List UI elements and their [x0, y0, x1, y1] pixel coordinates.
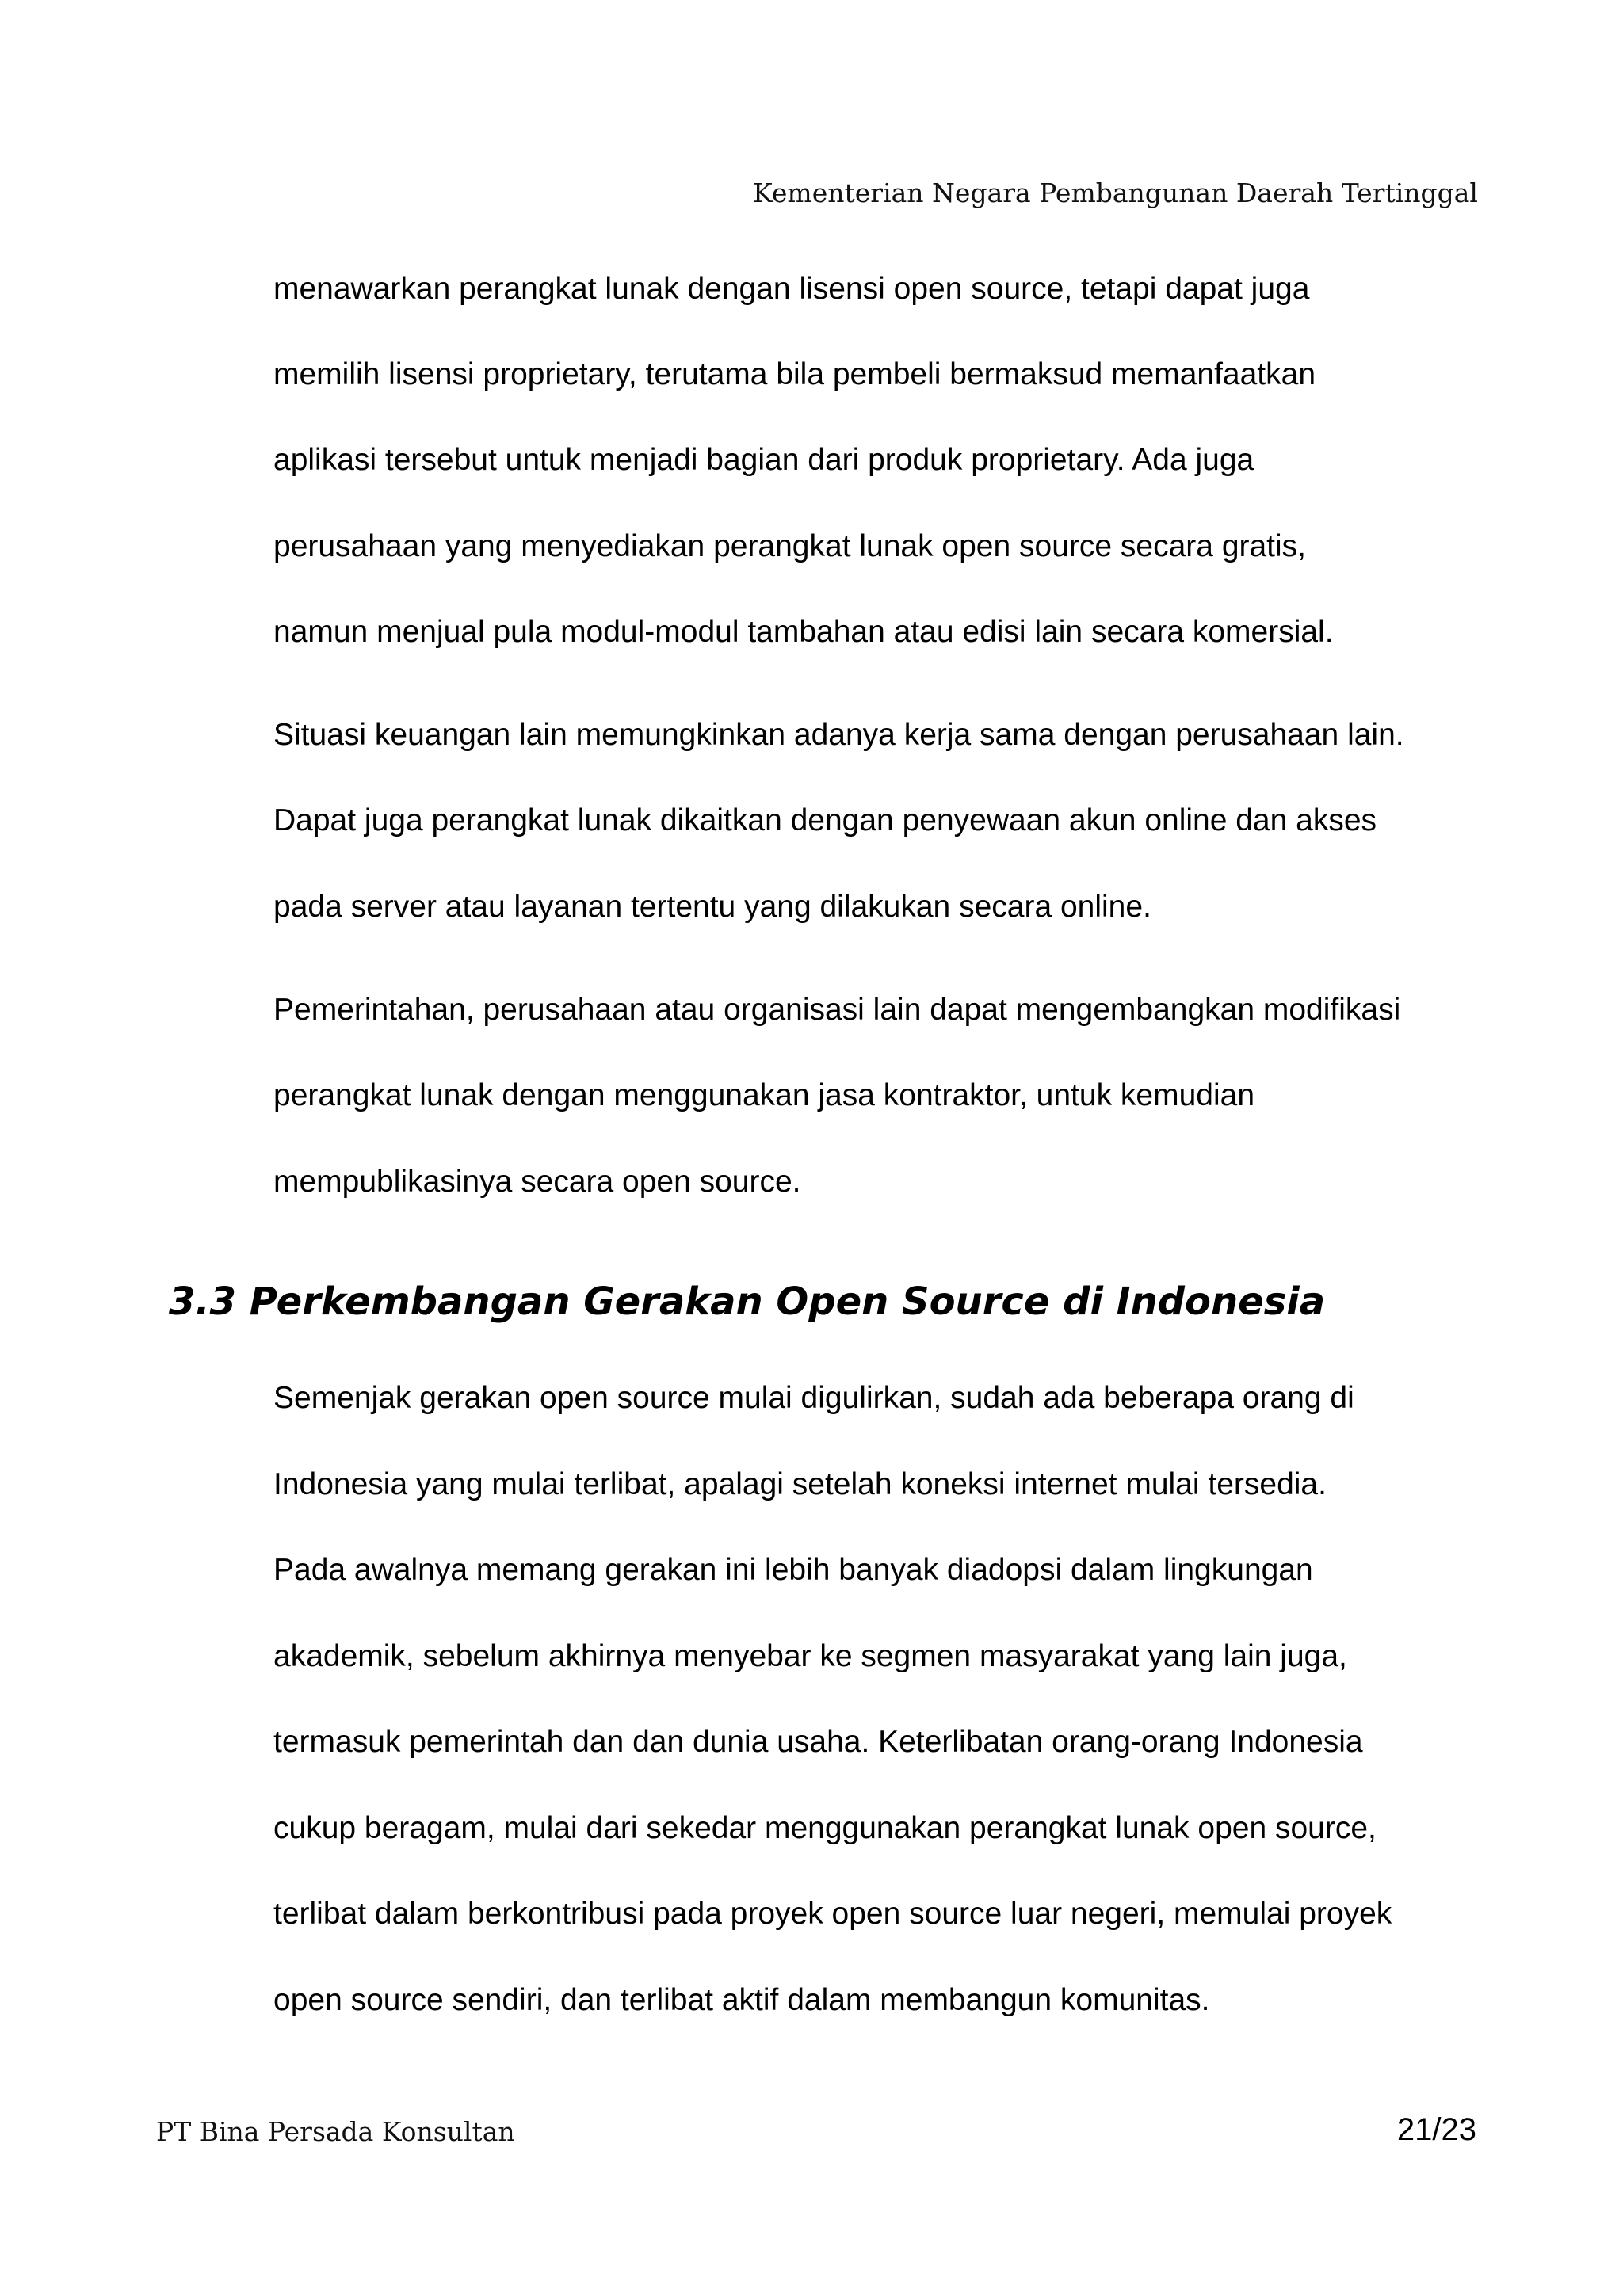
paragraph-2-line: pada server atau layanan tertentu yang dilakukan secara online. — [273, 890, 1151, 924]
section-paragraph-line: Semenjak gerakan open source mulai digulirkan, sudah ada beberapa orang di — [273, 1381, 1354, 1415]
paragraph-3-line: perangkat lunak dengan menggunakan jasa kontraktor, untuk kemudian — [273, 1078, 1255, 1112]
section-paragraph-line: cukup beragam, mulai dari sekedar menggunakan perangkat lunak open source, — [273, 1811, 1377, 1845]
section-paragraph-line: open source sendiri, dan terlibat aktif dalam membangun komunitas. — [273, 1983, 1210, 2017]
paragraph-1-line: menawarkan perangkat lunak dengan lisensi open source, tetapi dapat juga — [273, 272, 1310, 306]
footer-company: PT Bina Persada Konsultan — [156, 2116, 515, 2147]
section-paragraph-line: Indonesia yang mulai terlibat, apalagi setelah koneksi internet mulai tersedia. — [273, 1467, 1327, 1501]
paragraph-1-line: memilih lisensi proprietary, terutama bila pembeli bermaksud memanfaatkan — [273, 357, 1316, 391]
paragraph-1-line: perusahaan yang menyediakan perangkat lunak open source secara gratis, — [273, 529, 1307, 563]
paragraph-3-line: Pemerintahan, perusahaan atau organisasi lain dapat mengembangkan modifikasi — [273, 993, 1401, 1027]
paragraph-3-line: mempublikasinya secara open source. — [273, 1165, 801, 1199]
section-paragraph-line: akademik, sebelum akhirnya menyebar ke segmen masyarakat yang lain juga, — [273, 1639, 1347, 1673]
paragraph-2-line: Situasi keuangan lain memungkinkan adanya kerja sama dengan perusahaan lain. — [273, 718, 1404, 752]
paragraph-1-line: namun menjual pula modul-modul tambahan atau edisi lain secara komersial. — [273, 615, 1334, 649]
section-paragraph-line: Pada awalnya memang gerakan ini lebih banyak diadopsi dalam lingkungan — [273, 1553, 1313, 1587]
section-paragraph-line: terlibat dalam berkontribusi pada proyek open source luar negeri, memulai proyek — [273, 1897, 1392, 1931]
section-heading: 3.3 Perkembangan Gerakan Open Source di Indonesia — [169, 1280, 1326, 1324]
page-number: 21/23 — [1396, 2112, 1476, 2147]
paragraph-2-line: Dapat juga perangkat lunak dikaitkan dengan penyewaan akun online dan akses — [273, 803, 1377, 837]
section-paragraph-line: termasuk pemerintah dan dan dunia usaha. Keterlibatan orang-orang Indonesia — [273, 1725, 1363, 1759]
running-header: Kementerian Negara Pembangunan Daerah Tertinggal — [753, 177, 1478, 208]
paragraph-1-line: aplikasi tersebut untuk menjadi bagian dari produk proprietary. Ada juga — [273, 443, 1254, 477]
